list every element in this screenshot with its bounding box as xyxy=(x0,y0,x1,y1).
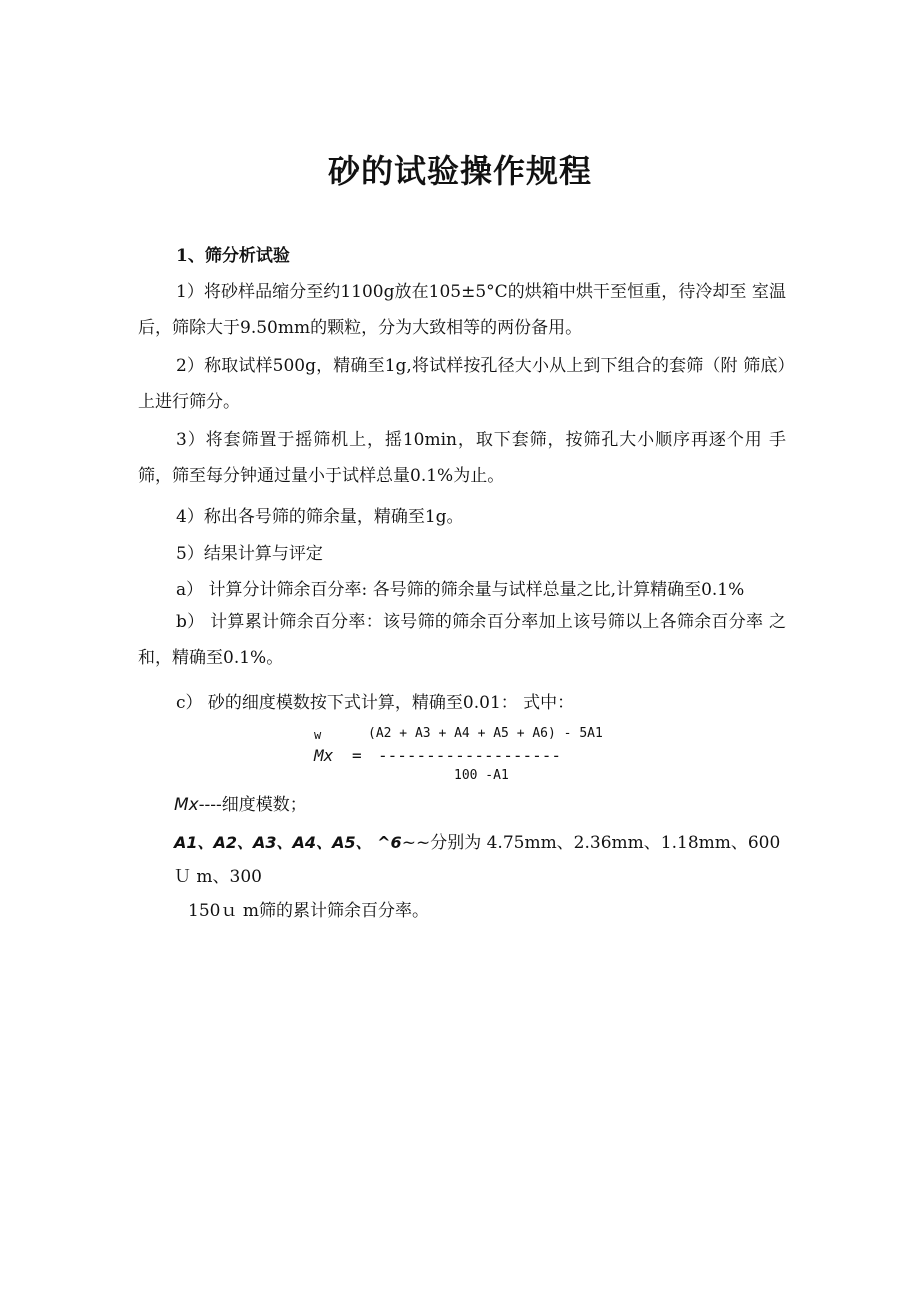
step-4-line: 4）称出各号筛的筛余量，精确至1g。 xyxy=(176,507,464,527)
variables-text: ~~分别为 4.75mm、2.36mm、1.18mm、600Ｕ m、300 xyxy=(174,833,781,887)
formula-denominator: 100 -A1 xyxy=(454,768,509,783)
calc-c-line: c） 砂的细度模数按下式计算，精确至0.01： 式中： xyxy=(176,693,575,713)
formula-equals: = xyxy=(352,746,362,765)
step-2-paragraph: 2）称取试样500g，精确至1g,将试样按孔径大小从上到下组合的套筛（附 筛底）上进行筛分。 xyxy=(138,356,786,412)
variables-continuation: 150ｕ m筛的累计筛余百分率。 xyxy=(188,901,429,921)
variables-symbols: A1、A2、A3、A4、A5、 ^6 xyxy=(174,833,402,852)
mx-definition-symbol: Mx xyxy=(174,795,199,815)
calc-a-line: a） 计算分计筛余百分率: 各号筛的筛余量与试样总量之比,计算精确至0.1% xyxy=(176,580,745,600)
formula-numerator: (A2 + A3 + A4 + A5 + A6) - 5A1 xyxy=(368,726,603,741)
step-1-paragraph: 1）将砂样品缩分至约1100g放在105±5°C的烘箱中烘干至恒重，待冷却至 室温后，筛除大于9.50mm的颗粒，分为大致相等的两份备用。 xyxy=(138,282,786,338)
formula-w-label: w xyxy=(314,728,322,742)
page-title: 砂的试验操作规程 xyxy=(327,152,592,190)
mx-definition-text: ----细度模数； xyxy=(198,795,307,815)
calc-b-paragraph: b） 计算累计筛余百分率：该号筛的筛余百分率加上该号筛以上各筛余百分率 之和，精确至0.1%。 xyxy=(138,612,786,668)
section-heading: 1、筛分析试验 xyxy=(176,246,290,266)
mx-definition xyxy=(174,790,307,815)
fineness-modulus-formula xyxy=(312,724,632,790)
formula-mx-symbol: Mx xyxy=(314,746,334,765)
step-5-line: 5）结果计算与评定 xyxy=(176,544,323,564)
formula-fraction-bar: ------------------- xyxy=(378,746,562,765)
step-3-paragraph: 3）将套筛置于摇筛机上，摇10min，取下套筛，按筛孔大小顺序再逐个用 手筛，筛至每分钟通过量小于试样总量0.1%为止。 xyxy=(138,430,786,486)
variables-definition xyxy=(174,826,786,928)
